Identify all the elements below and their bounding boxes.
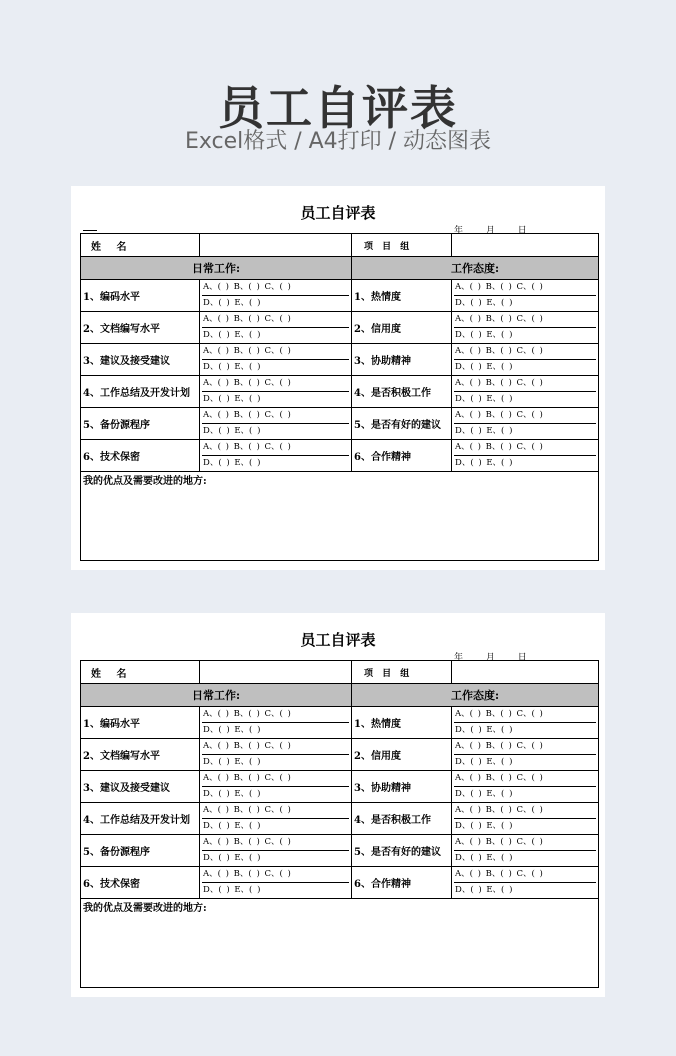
left-item: 3、建议及接受建议: [81, 344, 200, 376]
right-item: 5、是否有好的建议: [352, 408, 452, 440]
right-item: 2、信用度: [352, 312, 452, 344]
right-options[interactable]: A、( ) B、( ) C、( ) D、( ) E、( ): [452, 344, 599, 376]
project-label: 项 目 组: [352, 661, 452, 684]
hero-subtitle: Excel格式 / A4打印 / 动态图表: [184, 129, 492, 154]
table-row: [81, 835, 599, 867]
table-row: [81, 280, 599, 312]
left-item: 5、备份源程序: [81, 835, 200, 867]
evaluation-table: [80, 233, 599, 561]
right-options[interactable]: A、( ) B、( ) C、( ) D、( ) E、( ): [452, 408, 599, 440]
table-row: [81, 771, 599, 803]
left-options[interactable]: A、( ) B、( ) C、( ) D、( ) E、( ): [200, 739, 352, 771]
project-field[interactable]: [452, 234, 599, 257]
name-label: 姓 名: [81, 661, 200, 684]
sheet-title: 员工自评表: [300, 204, 376, 222]
right-item: 1、热情度: [352, 280, 452, 312]
project-field[interactable]: [452, 661, 599, 684]
left-item: 4、工作总结及开发计划: [81, 376, 200, 408]
right-options[interactable]: A、( ) B、( ) C、( ) D、( ) E、( ): [452, 739, 599, 771]
left-item: 6、技术保密: [81, 867, 200, 899]
right-item: 6、合作精神: [352, 867, 452, 899]
table-row: [81, 867, 599, 899]
left-options[interactable]: A、( ) B、( ) C、( ) D、( ) E、( ): [200, 867, 352, 899]
right-options[interactable]: A、( ) B、( ) C、( ) D、( ) E、( ): [452, 771, 599, 803]
notes-area[interactable]: 我的优点及需要改进的地方:: [81, 472, 599, 561]
right-options[interactable]: A、( ) B、( ) C、( ) D、( ) E、( ): [452, 280, 599, 312]
table-row: [81, 376, 599, 408]
table-row: [81, 440, 599, 472]
left-options[interactable]: A、( ) B、( ) C、( ) D、( ) E、( ): [200, 803, 352, 835]
left-item: 4、工作总结及开发计划: [81, 803, 200, 835]
right-item: 5、是否有好的建议: [352, 835, 452, 867]
right-options[interactable]: A、( ) B、( ) C、( ) D、( ) E、( ): [452, 707, 599, 739]
name-field[interactable]: [200, 234, 352, 257]
left-options[interactable]: A、( ) B、( ) C、( ) D、( ) E、( ): [200, 771, 352, 803]
right-item: 4、是否积极工作: [352, 803, 452, 835]
evaluation-table: [80, 660, 599, 988]
date-labels: 年 月 日: [454, 653, 527, 663]
table-row: [81, 803, 599, 835]
left-options[interactable]: A、( ) B、( ) C、( ) D、( ) E、( ): [200, 312, 352, 344]
daily-work-header: 日常工作:: [81, 684, 352, 707]
project-label: 项 目 组: [352, 234, 452, 257]
table-row: [81, 408, 599, 440]
left-item: 2、文档编写水平: [81, 312, 200, 344]
notes-area[interactable]: 我的优点及需要改进的地方:: [81, 899, 599, 988]
table-row: [81, 707, 599, 739]
right-item: 3、协助精神: [352, 344, 452, 376]
left-item: 1、编码水平: [81, 707, 200, 739]
left-options[interactable]: A、( ) B、( ) C、( ) D、( ) E、( ): [200, 707, 352, 739]
right-options[interactable]: A、( ) B、( ) C、( ) D、( ) E、( ): [452, 376, 599, 408]
right-item: 1、热情度: [352, 707, 452, 739]
name-label: 姓 名: [81, 234, 200, 257]
left-options[interactable]: A、( ) B、( ) C、( ) D、( ) E、( ): [200, 376, 352, 408]
left-options[interactable]: A、( ) B、( ) C、( ) D、( ) E、( ): [200, 344, 352, 376]
left-item: 6、技术保密: [81, 440, 200, 472]
right-item: 6、合作精神: [352, 440, 452, 472]
left-options[interactable]: A、( ) B、( ) C、( ) D、( ) E、( ): [200, 408, 352, 440]
sheet-title: 员工自评表: [300, 631, 376, 649]
left-options[interactable]: A、( ) B、( ) C、( ) D、( ) E、( ): [200, 280, 352, 312]
left-options[interactable]: A、( ) B、( ) C、( ) D、( ) E、( ): [200, 440, 352, 472]
work-attitude-header: 工作态度:: [352, 257, 599, 280]
left-item: 2、文档编写水平: [81, 739, 200, 771]
right-options[interactable]: A、( ) B、( ) C、( ) D、( ) E、( ): [452, 835, 599, 867]
table-row: [81, 739, 599, 771]
sheet-preview-2: [71, 613, 605, 997]
right-item: 2、信用度: [352, 739, 452, 771]
right-options[interactable]: A、( ) B、( ) C、( ) D、( ) E、( ): [452, 440, 599, 472]
right-item: 3、协助精神: [352, 771, 452, 803]
work-attitude-header: 工作态度:: [352, 684, 599, 707]
table-row: [81, 312, 599, 344]
name-field[interactable]: [200, 661, 352, 684]
table-row: [81, 344, 599, 376]
daily-work-header: 日常工作:: [81, 257, 352, 280]
left-item: 1、编码水平: [81, 280, 200, 312]
left-item: 5、备份源程序: [81, 408, 200, 440]
date-labels: 年 月 日: [454, 226, 527, 236]
left-options[interactable]: A、( ) B、( ) C、( ) D、( ) E、( ): [200, 835, 352, 867]
corner-mark: [83, 230, 97, 231]
right-item: 4、是否积极工作: [352, 376, 452, 408]
sheet-preview-1: [71, 186, 605, 570]
right-options[interactable]: A、( ) B、( ) C、( ) D、( ) E、( ): [452, 312, 599, 344]
right-options[interactable]: A、( ) B、( ) C、( ) D、( ) E、( ): [452, 867, 599, 899]
hero-title: 员工自评表: [218, 81, 458, 135]
right-options[interactable]: A、( ) B、( ) C、( ) D、( ) E、( ): [452, 803, 599, 835]
left-item: 3、建议及接受建议: [81, 771, 200, 803]
